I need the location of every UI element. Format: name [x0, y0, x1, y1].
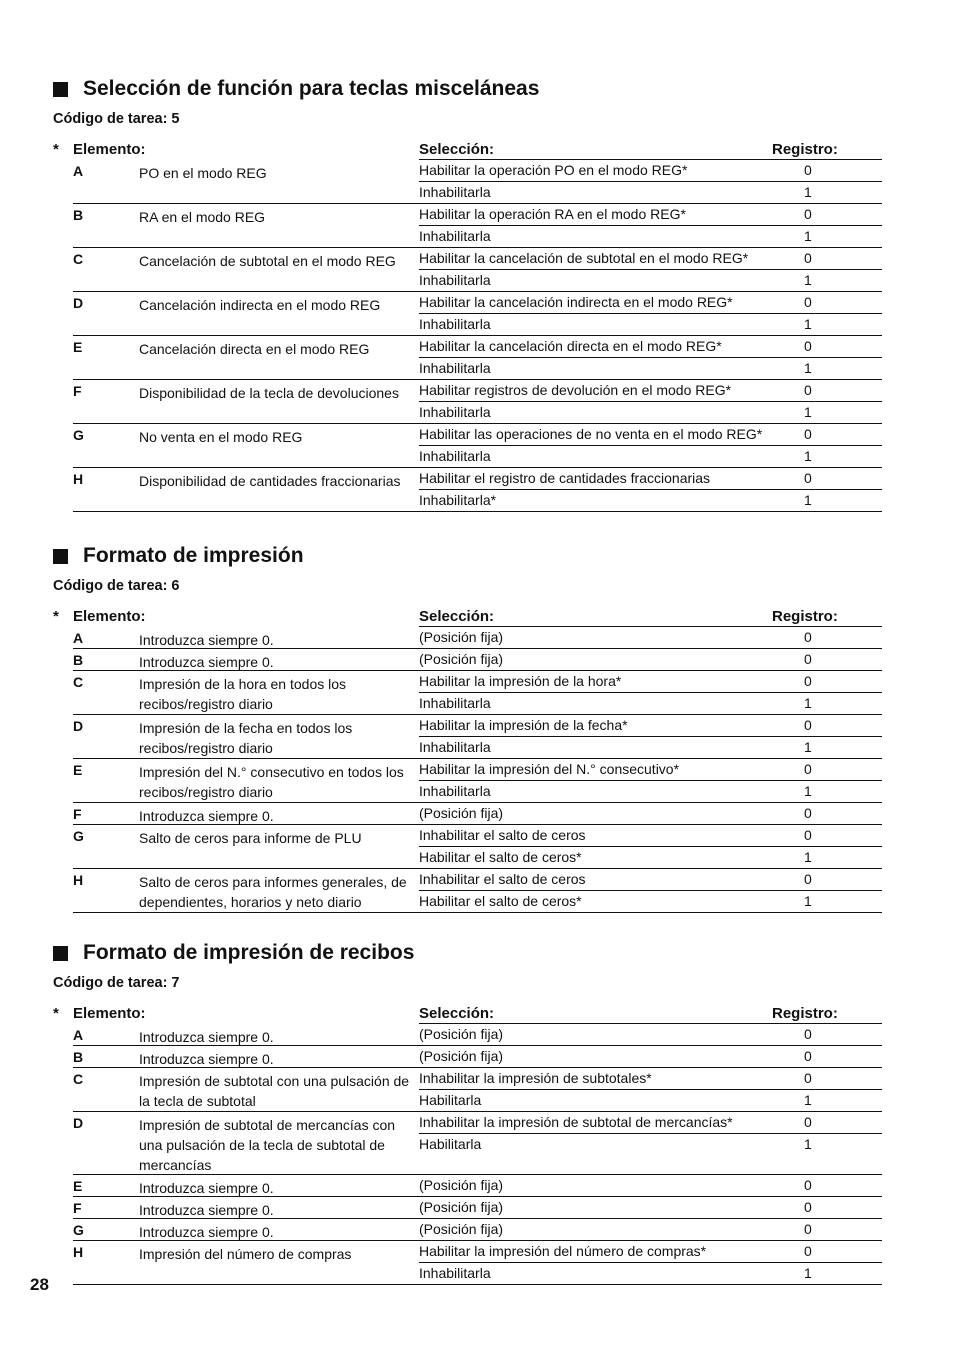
option-text: (Posición fija) [419, 1221, 504, 1237]
option-line [419, 160, 882, 181]
option-value: 0 [804, 717, 812, 733]
option-line [419, 627, 882, 648]
row-description: Introduzca siempre 0. [139, 654, 274, 670]
option-value: 1 [804, 849, 812, 865]
header-asterisk: * [53, 608, 59, 625]
table-row [73, 715, 882, 759]
section-title: Formato de impresión de recibos [53, 940, 882, 966]
option-line [419, 846, 882, 868]
table-row [73, 204, 882, 248]
option-value: 0 [804, 761, 812, 777]
section-miscellaneous-keys [53, 76, 882, 512]
option-value: 1 [804, 1136, 812, 1152]
option-line [419, 1068, 882, 1089]
row-letter: E [73, 1178, 83, 1194]
option-value: 1 [804, 228, 812, 244]
row-letter: A [73, 630, 84, 646]
row-letter: G [73, 1222, 84, 1238]
option-line [419, 269, 882, 291]
option-value: 0 [804, 1114, 812, 1130]
row-description: Salto de ceros para informe de PLU [139, 830, 362, 846]
row-letter: B [73, 1049, 84, 1065]
table-row [73, 1241, 882, 1285]
row-description: Introduzca siempre 0. [139, 632, 274, 648]
table-row [73, 759, 882, 803]
option-value: 0 [804, 162, 812, 178]
row-letter: E [73, 339, 83, 355]
option-value: 1 [804, 184, 812, 200]
option-value: 0 [804, 871, 812, 887]
row-letter: F [73, 1200, 82, 1216]
option-value: 1 [804, 695, 812, 711]
option-text: Inhabilitarla [419, 448, 491, 464]
option-line [419, 181, 882, 203]
option-text: Inhabilitar el salto de ceros [419, 871, 586, 887]
row-description: RA en el modo REG [139, 209, 266, 225]
option-text: Inhabilitar la impresión de subtotales* [419, 1070, 652, 1086]
option-text: Habilitar la impresión de la fecha* [419, 717, 628, 733]
option-value: 1 [804, 448, 812, 464]
option-value: 0 [804, 1070, 812, 1086]
row-letter: G [73, 828, 84, 844]
section-title: Selección de función para teclas misceláneas [53, 76, 882, 102]
row-description: Cancelación de subtotal en el modo REG [139, 253, 396, 269]
table-row [73, 1068, 882, 1112]
option-text: (Posición fija) [419, 629, 504, 645]
table-row [73, 803, 882, 825]
option-line [419, 869, 882, 890]
header-element: Elemento: [73, 608, 146, 625]
option-text: Inhabilitarla [419, 184, 491, 200]
option-text: Habilitar la operación RA en el modo REG* [419, 206, 686, 222]
option-text: (Posición fija) [419, 1199, 504, 1215]
row-letter: E [73, 762, 83, 778]
row-letter: C [73, 1071, 84, 1087]
row-letter: H [73, 471, 84, 487]
table-header [53, 139, 882, 160]
option-line [419, 1175, 882, 1196]
row-description: Impresión de subtotal de mercancías con una pulsación de la tecla de subtotal de mercancías [139, 1117, 396, 1173]
option-value: 0 [804, 827, 812, 843]
option-line [419, 1262, 882, 1284]
option-text: Habilitar la cancelación indirecta en el modo REG* [419, 294, 733, 310]
option-value: 0 [804, 294, 812, 310]
row-description: Impresión del N.° consecutivo en todos los recibos/registro diario [139, 764, 404, 800]
header-asterisk: * [53, 141, 59, 158]
header-element: Elemento: [73, 1005, 146, 1022]
option-value: 0 [804, 470, 812, 486]
square-bullet-icon [53, 82, 68, 97]
option-line [419, 1133, 882, 1155]
option-text: Habilitar el salto de ceros* [419, 893, 582, 909]
option-value: 0 [804, 629, 812, 645]
row-description: Impresión de subtotal con una pulsación de la tecla de subtotal [139, 1073, 410, 1109]
option-text: Habilitar la cancelación directa en el modo REG* [419, 338, 722, 354]
option-value: 0 [804, 206, 812, 222]
option-line [419, 780, 882, 802]
option-line [419, 1241, 882, 1262]
option-text: Habilitarla [419, 1136, 482, 1152]
option-text: Inhabilitarla [419, 404, 491, 420]
row-description: Introduzca siempre 0. [139, 808, 274, 824]
option-text: Inhabilitarla [419, 1265, 491, 1281]
option-text: Inhabilitar el salto de ceros [419, 827, 586, 843]
option-line [419, 649, 882, 670]
option-value: 1 [804, 272, 812, 288]
header-register: Registro: [772, 608, 838, 625]
option-text: Inhabilitarla [419, 739, 491, 755]
row-letter: F [73, 806, 82, 822]
option-value: 1 [804, 316, 812, 332]
option-value: 1 [804, 1092, 812, 1108]
table-row [73, 380, 882, 424]
section-receipt-print-format [53, 940, 882, 1285]
header-register: Registro: [772, 1005, 838, 1022]
row-description: No venta en el modo REG [139, 429, 303, 445]
row-letter: B [73, 652, 84, 668]
row-description: Disponibilidad de la tecla de devoluciones [139, 385, 399, 401]
table-header [53, 1003, 882, 1024]
option-line [419, 313, 882, 335]
row-description: Introduzca siempre 0. [139, 1180, 274, 1196]
table-row [73, 1219, 882, 1241]
option-value: 0 [804, 673, 812, 689]
table-row [73, 1175, 882, 1197]
table-row [73, 1197, 882, 1219]
header-selection: Selección: [419, 608, 495, 625]
option-value: 0 [804, 382, 812, 398]
option-value: 1 [804, 1265, 812, 1281]
table-row [73, 1046, 882, 1068]
option-text: Habilitarla [419, 1092, 482, 1108]
option-line [419, 248, 882, 269]
table-row [73, 292, 882, 336]
option-value: 1 [804, 360, 812, 376]
option-value: 1 [804, 404, 812, 420]
row-description: Cancelación directa en el modo REG [139, 341, 370, 357]
row-description: Introduzca siempre 0. [139, 1029, 274, 1045]
header-selection: Selección: [419, 141, 495, 158]
table-row [73, 1024, 882, 1046]
row-letter: H [73, 872, 84, 888]
table-row [73, 1112, 882, 1175]
option-text: Inhabilitar la impresión de subtotal de mercancías* [419, 1114, 733, 1130]
option-line [419, 1197, 882, 1218]
option-value: 1 [804, 893, 812, 909]
option-value: 0 [804, 1221, 812, 1237]
option-line [419, 1046, 882, 1067]
header-asterisk: * [53, 1005, 59, 1022]
option-text: Inhabilitarla [419, 272, 491, 288]
option-value: 0 [804, 426, 812, 442]
table-row [73, 869, 882, 913]
option-value: 0 [804, 805, 812, 821]
square-bullet-icon [53, 946, 68, 961]
option-line [419, 825, 882, 846]
row-description: PO en el modo REG [139, 165, 267, 181]
option-line [419, 225, 882, 247]
option-line [419, 759, 882, 780]
option-value: 1 [804, 739, 812, 755]
row-description: Disponibilidad de cantidades fraccionarias [139, 473, 401, 489]
table-row [73, 649, 882, 671]
option-line [419, 671, 882, 692]
table-row [73, 671, 882, 715]
option-value: 1 [804, 492, 812, 508]
option-line [419, 1219, 882, 1240]
option-value: 0 [804, 1048, 812, 1064]
row-letter: C [73, 251, 84, 267]
option-line [419, 1112, 882, 1133]
row-letter: D [73, 1115, 84, 1131]
option-line [419, 1024, 882, 1045]
row-letter: A [73, 163, 84, 179]
option-value: 0 [804, 1243, 812, 1259]
row-letter: G [73, 427, 84, 443]
option-value: 0 [804, 651, 812, 667]
table-row [73, 424, 882, 468]
header-selection: Selección: [419, 1005, 495, 1022]
table-row [73, 468, 882, 512]
option-line [419, 401, 882, 423]
table-header [53, 606, 882, 627]
row-description: Impresión de la hora en todos los recibos/registro diario [139, 676, 347, 712]
option-text: Habilitar la operación PO en el modo REG* [419, 162, 688, 178]
row-letter: F [73, 383, 82, 399]
option-value: 0 [804, 1177, 812, 1193]
option-line [419, 803, 882, 824]
header-register: Registro: [772, 141, 838, 158]
option-text: Inhabilitarla* [419, 492, 497, 508]
option-line [419, 489, 882, 511]
row-description: Impresión del número de compras [139, 1246, 352, 1262]
option-line [419, 468, 882, 489]
table-row [73, 825, 882, 869]
option-value: 0 [804, 338, 812, 354]
option-value: 0 [804, 1026, 812, 1042]
page-number: 28 [30, 1275, 49, 1294]
section-print-format [53, 543, 882, 913]
option-line [419, 292, 882, 313]
row-letter: C [73, 674, 84, 690]
row-description: Impresión de la fecha en todos los recibos/registro diario [139, 720, 353, 756]
table-row [73, 336, 882, 380]
option-line [419, 204, 882, 225]
option-value: 0 [804, 1199, 812, 1215]
option-line [419, 890, 882, 912]
option-line [419, 445, 882, 467]
row-description: Cancelación indirecta en el modo REG [139, 297, 381, 313]
option-text: Inhabilitarla [419, 316, 491, 332]
row-letter: D [73, 295, 84, 311]
task-code: Código de tarea: 7 [53, 975, 180, 991]
option-line [419, 380, 882, 401]
option-text: Inhabilitarla [419, 695, 491, 711]
square-bullet-icon [53, 549, 68, 564]
row-description: Introduzca siempre 0. [139, 1202, 274, 1218]
option-text: Inhabilitarla [419, 360, 491, 376]
option-text: Inhabilitarla [419, 783, 491, 799]
option-text: Habilitar la impresión del N.° consecutivo* [419, 761, 680, 777]
table-row [73, 248, 882, 292]
option-text: Inhabilitarla [419, 228, 491, 244]
option-text: Habilitar el registro de cantidades fraccionarias [419, 470, 711, 486]
row-letter: A [73, 1027, 84, 1043]
table-row [73, 627, 882, 649]
option-line [419, 715, 882, 736]
table-row [73, 160, 882, 204]
option-line [419, 424, 882, 445]
row-description: Salto de ceros para informes generales, de dependientes, horarios y neto diario [139, 874, 407, 910]
option-text: Habilitar la impresión del número de compras* [419, 1243, 707, 1259]
option-line [419, 336, 882, 357]
option-text: (Posición fija) [419, 1177, 504, 1193]
task-code: Código de tarea: 6 [53, 578, 180, 594]
task-code: Código de tarea: 5 [53, 111, 180, 127]
option-text: Habilitar las operaciones de no venta en el modo REG* [419, 426, 763, 442]
option-line [419, 357, 882, 379]
option-text: Habilitar la cancelación de subtotal en el modo REG* [419, 250, 749, 266]
header-element: Elemento: [73, 141, 146, 158]
section-title: Formato de impresión [53, 543, 882, 569]
row-letter: B [73, 207, 84, 223]
option-text: Habilitar el salto de ceros* [419, 849, 582, 865]
option-value: 1 [804, 783, 812, 799]
option-line [419, 1089, 882, 1111]
option-text: Habilitar la impresión de la hora* [419, 673, 622, 689]
row-letter: H [73, 1244, 84, 1260]
option-text: (Posición fija) [419, 1048, 504, 1064]
option-line [419, 692, 882, 714]
option-line [419, 736, 882, 758]
option-text: (Posición fija) [419, 651, 504, 667]
row-description: Introduzca siempre 0. [139, 1224, 274, 1240]
row-description: Introduzca siempre 0. [139, 1051, 274, 1067]
option-text: Habilitar registros de devolución en el modo REG* [419, 382, 732, 398]
row-letter: D [73, 718, 84, 734]
option-text: (Posición fija) [419, 1026, 504, 1042]
option-text: (Posición fija) [419, 805, 504, 821]
option-value: 0 [804, 250, 812, 266]
